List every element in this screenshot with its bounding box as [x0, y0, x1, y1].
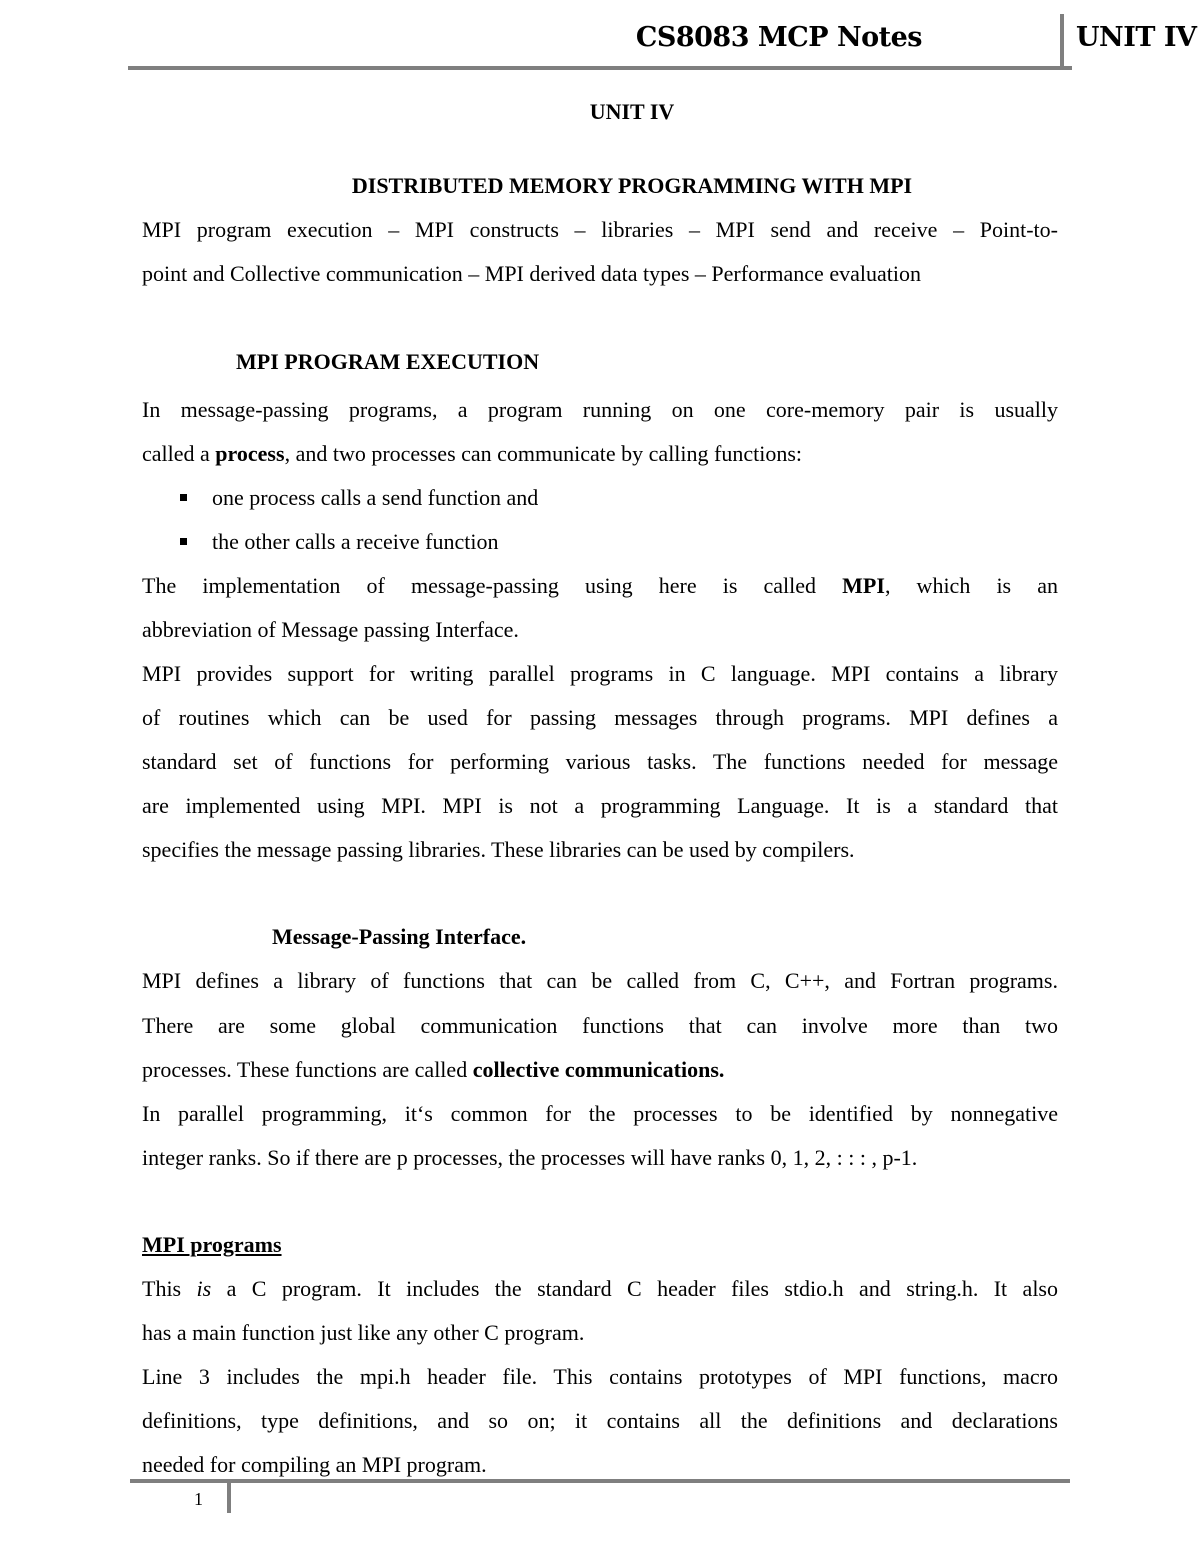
paragraph-line: Line 3 includes the mpi.h header file. This contains prototypes of MPI functions, macro [142, 1364, 1058, 1389]
text-run: , which is an [884, 573, 1059, 598]
paragraph-line: There are some global communication functions that can involve more than two [142, 1013, 1058, 1038]
unit-title: UNIT IV [589, 99, 675, 124]
section-heading-mpi-program-execution: MPI PROGRAM EXECUTION [236, 349, 540, 374]
syllabus-line-2: point and Collective communication – MPI derived data types – Performance evaluation [142, 261, 921, 286]
chapter-title: DISTRIBUTED MEMORY PROGRAMMING WITH MPI [351, 173, 913, 198]
text-run: The implementation of message-passing using here is called [142, 573, 843, 598]
paragraph-line: specifies the message passing libraries. These libraries can be used by compilers. [142, 837, 855, 862]
paragraph-line: of routines which can be used for passing messages through programs. MPI defines a [142, 705, 1058, 730]
paragraph-line [142, 439, 1058, 469]
text-run: a C program. It includes the standard C header files stdio.h and string.h. It also [211, 1276, 1058, 1301]
paragraph-line [142, 1274, 1058, 1304]
header-separator [1060, 14, 1064, 66]
syllabus-line-1: MPI program execution – MPI constructs – libraries – MPI send and receive – Point-to- [142, 217, 1058, 242]
bullet-marker-icon [180, 494, 187, 501]
text-run: , and two processes can communicate by calling functions: [284, 441, 803, 466]
paragraph-line: needed for compiling an MPI program. [142, 1452, 487, 1477]
text-run: processes. These functions are called [142, 1057, 473, 1082]
page-number: 1 [194, 1489, 203, 1509]
header-course-title: CS8083 MCP Notes [635, 22, 922, 53]
term-process: process [215, 441, 285, 466]
section-heading-message-passing-interface: Message-Passing Interface. [272, 924, 527, 949]
paragraph-line: In parallel programming, it‘s common for the processes to be identified by nonnegative [142, 1101, 1058, 1126]
bullet-marker-icon [180, 538, 187, 545]
paragraph-line: has a main function just like any other C program. [142, 1320, 585, 1345]
list-item: the other calls a receive function [212, 529, 499, 554]
paragraph-line: MPI provides support for writing parallel programs in C language. MPI contains a library [142, 661, 1058, 686]
paragraph-line [142, 1055, 1058, 1085]
term-mpi: MPI [842, 573, 885, 598]
list-item: one process calls a send function and [212, 485, 539, 510]
footer-separator [227, 1483, 231, 1513]
paragraph-line: MPI defines a library of functions that can be called from C, C++, and Fortran programs. [142, 968, 1058, 993]
text-run: This [142, 1276, 197, 1301]
paragraph-line: In message-passing programs, a program running on one core-memory pair is usually [142, 397, 1058, 422]
header-unit-label: UNIT IV [1076, 22, 1197, 53]
section-heading-mpi-programs: MPI programs [142, 1232, 282, 1257]
paragraph-line: are implemented using MPI. MPI is not a programming Language. It is a standard that [142, 793, 1058, 818]
paragraph-line: integer ranks. So if there are p processes, the processes will have ranks 0, 1, 2, : : : , p-1. [142, 1145, 918, 1170]
text-run: called a [142, 441, 216, 466]
page-header [128, 10, 1197, 70]
paragraph-line [142, 571, 1058, 601]
text-run-italic: is [196, 1276, 212, 1301]
paragraph-line: standard set of functions for performing various tasks. The functions needed for message [142, 749, 1058, 774]
header-rule [128, 66, 1072, 70]
paragraph-line: definitions, type definitions, and so on; it contains all the definitions and declarations [142, 1408, 1058, 1433]
paragraph-line: abbreviation of Message passing Interface. [142, 617, 519, 642]
term-collective-communications: collective communications. [472, 1057, 725, 1082]
footer-rule [130, 1479, 1070, 1483]
